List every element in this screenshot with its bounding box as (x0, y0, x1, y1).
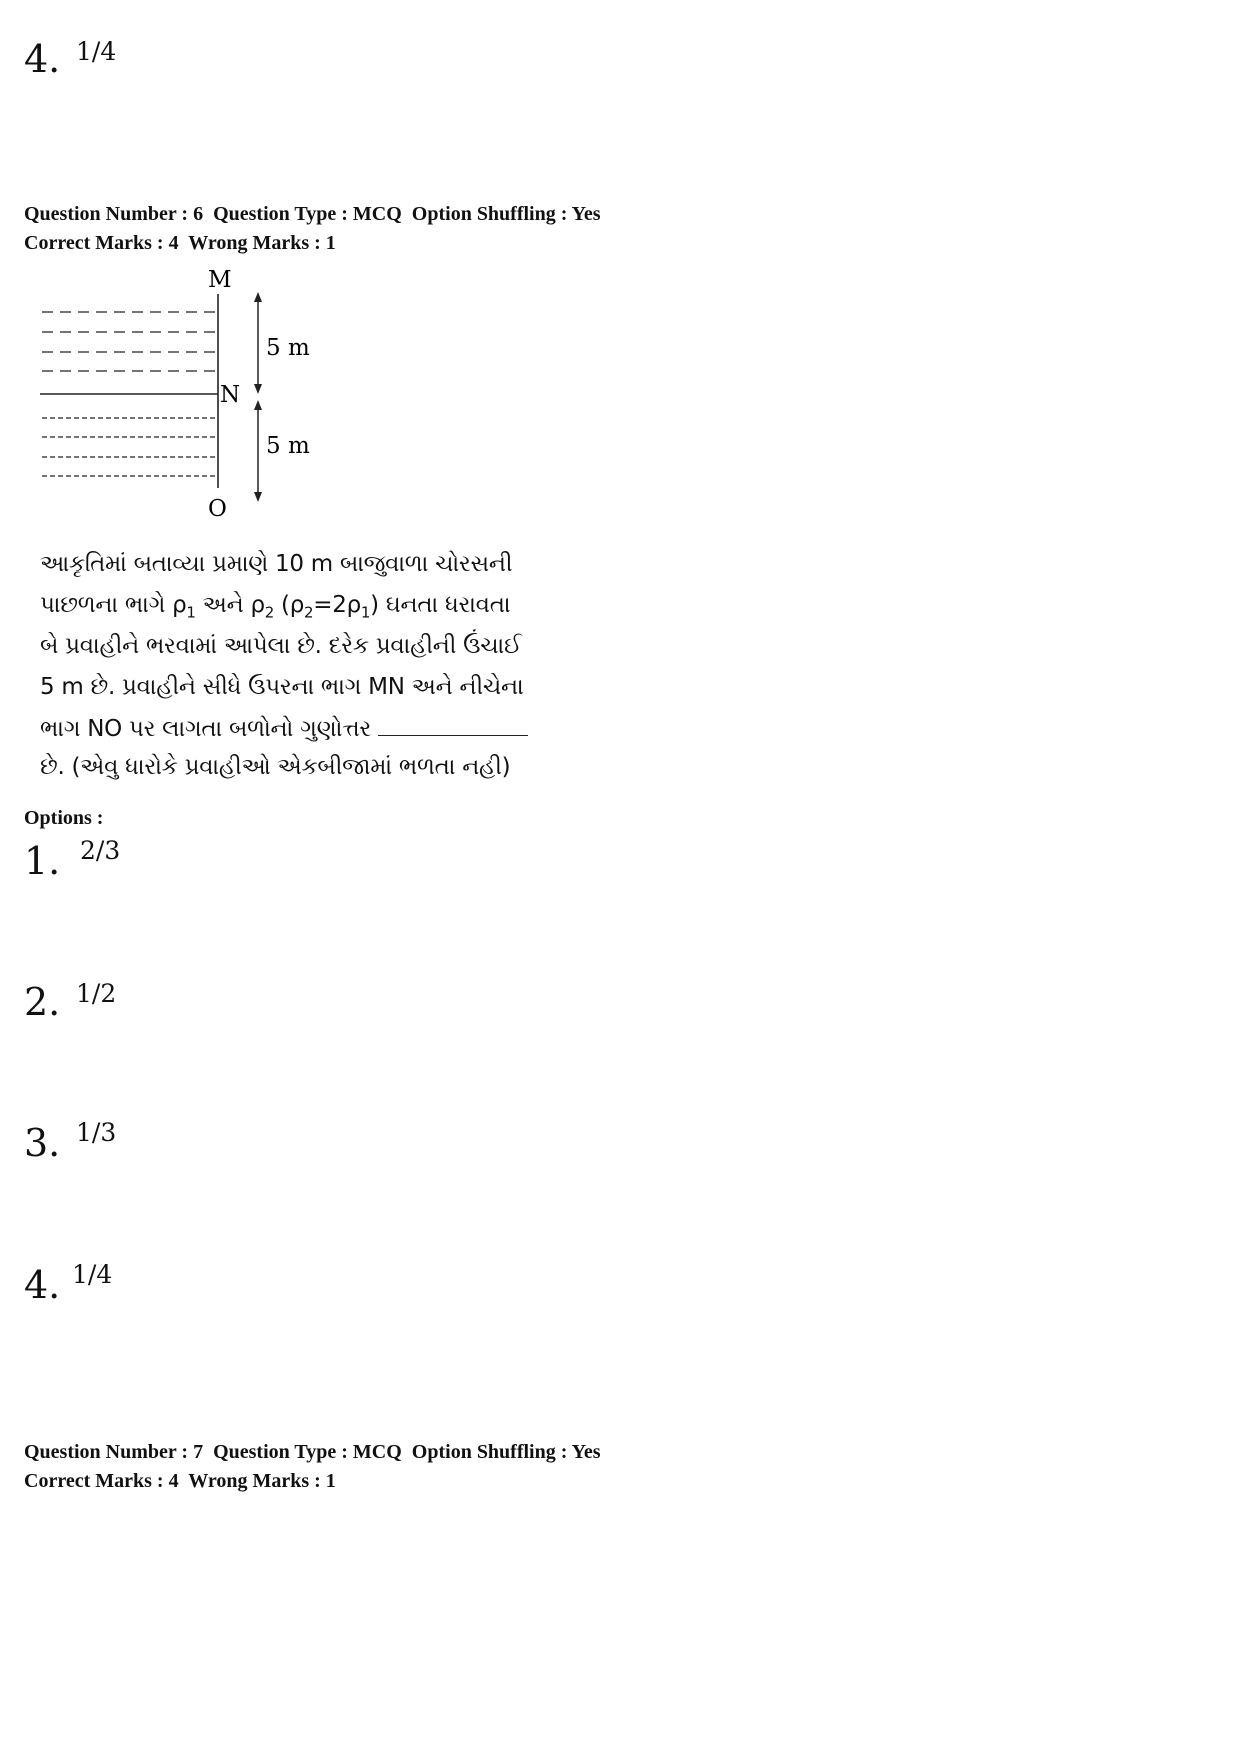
answer-blank (378, 717, 528, 736)
prev-option-4 (24, 37, 117, 81)
options-label: Options : (24, 807, 104, 829)
option-number: 3. (24, 1121, 61, 1165)
upper-liquid-lines (42, 312, 218, 371)
question-7-marks: Correct Marks : 4 Wrong Marks : 1 (24, 1470, 336, 1492)
label-o: O (208, 496, 227, 522)
liquid-layers-figure (30, 260, 330, 525)
lower-dimension-arrow (254, 400, 262, 502)
option-value: 1/3 (76, 1118, 117, 1147)
question-7-header: Question Number : 7 Question Type : MCQ Option Shuffling : Yes (24, 1441, 601, 1463)
option-value: 1/4 (76, 37, 117, 66)
option-number: 2. (24, 980, 61, 1024)
upper-height-label: 5 m (266, 335, 310, 361)
question-text-line: આકૃતિમાં બતાવ્યા પ્રમાણે 10 m બાજુવાળા ચોરસની (40, 551, 513, 577)
option-value: 2/3 (80, 836, 121, 865)
question-text-line: પાછળના ભાગે $\rho_1$ અને $\rho_2$ $(\rho_2=2\rho_1)$ ઘનતા ધરાવતા (40, 592, 511, 622)
label-n: N (220, 382, 241, 408)
question-text-line: ભાગ NO પર લાગતા બળોનો ગુણોત્તર (40, 717, 528, 741)
option-number: 4. (24, 1263, 61, 1307)
option-value: 1/4 (72, 1260, 113, 1289)
option-3 (24, 1118, 117, 1165)
label-m: M (208, 267, 232, 293)
question-6-header: Question Number : 6 Question Type : MCQ Option Shuffling : Yes (24, 203, 601, 225)
lower-height-label: 5 m (266, 433, 310, 459)
option-1 (24, 836, 121, 883)
question-6-marks: Correct Marks : 4 Wrong Marks : 1 (24, 232, 336, 254)
option-value: 1/2 (76, 979, 117, 1008)
lower-liquid-lines (42, 418, 218, 476)
question-text-line: બે પ્રવાહીને ભરવામાં આપેલા છે. દરેક પ્રવાહીની ઉંચાઈ (40, 633, 522, 659)
option-4 (24, 1260, 113, 1307)
question-text-line: 5 m છે. પ્રવાહીને સીધે ઉપરના ભાગ MN અને નીચેના (40, 674, 524, 700)
option-2 (24, 979, 117, 1024)
question-text-line: છે. (એવુ ધારોકે પ્રવાહીઓ એકબીજામાં ભળતા નહી) (40, 754, 511, 780)
question-6-text (40, 553, 512, 576)
upper-dimension-arrow (254, 292, 262, 394)
option-number: 1. (24, 839, 61, 883)
option-number: 4. (24, 37, 61, 81)
